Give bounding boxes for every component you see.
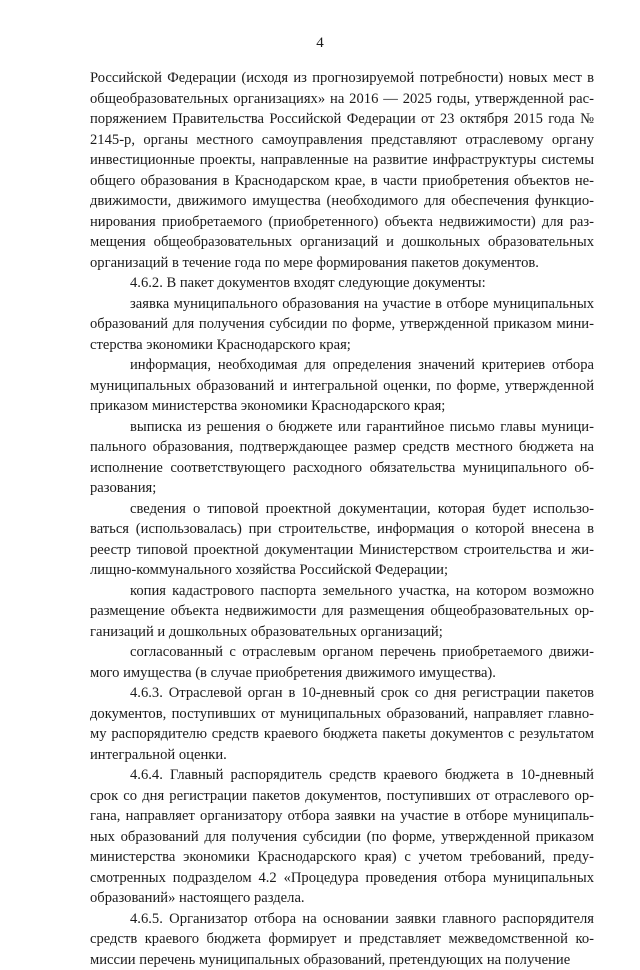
paragraph: 4.6.2. В пакет документов входят следующие документы:: [90, 273, 594, 294]
paragraph: заявка муниципального образования на участие в отборе муниципальных образований для получения субсидии по форме, утвержденной приказом министерства экономики Краснодарского края;: [90, 294, 594, 356]
paragraph: Российской Федерации (исходя из прогнозируемой потребности) новых мест в общеобразовательных организациях» на 2016 — 2025 годы, утвержденной распоряжением Правительства Российской Федерации от 23 октября 2015 года № 2145-р, органы местного самоуправления представляют отраслевому органу инвестиционные проекты, направленные на развитие инфраструктуры системы общего образования в Краснодарском крае, в части приобретения объектов недвижимости, движимого имущества (необходимого для обеспечения функционирования приобретаемого (приобретенного) объекта недвижимости) для размещения общеобразовательных организаций и дошкольных образовательных организаций в течение года по мере формирования пакетов документов.: [90, 68, 594, 273]
paragraph: информация, необходимая для определения значений критериев отбора муниципальных образований и интегральной оценки, по форме, утвержденной приказом министерства экономики Краснодарского края;: [90, 355, 594, 417]
paragraph: согласованный с отраслевым органом перечень приобретаемого движимого имущества (в случае приобретения движимого имущества).: [90, 642, 594, 683]
paragraph: копия кадастрового паспорта земельного участка, на котором возможно размещение объекта недвижимости для размещения общеобразовательных организаций и дошкольных образовательных организаций;: [90, 581, 594, 643]
paragraph: 4.6.4. Главный распорядитель средств краевого бюджета в 10-дневный срок со дня регистрации пакетов документов, поступивших от отраслевого органа, направляет организатору отбора заявки на участие в отборе муниципальных образований для получения субсидии (по форме, утвержденной приказом министерства экономики Краснодарского края) с учетом требований, предусмотренных подразделом 4.2 «Процедура проведения отбора муниципальных образований» настоящего раздела.: [90, 765, 594, 909]
paragraph: 4.6.5. Организатор отбора на основании заявки главного распорядителя средств краевого бюджета формирует и представляет межведомственной комиссии перечень муниципальных образований, претендующих на получение: [90, 909, 594, 970]
paragraph: 4.6.3. Отраслевой орган в 10-дневный срок со дня регистрации пакетов документов, поступивших от муниципальных образований, направляет главному распорядителю средств краевого бюджета пакеты документов с результатом интегральной оценки.: [90, 683, 594, 765]
paragraph: выписка из решения о бюджете или гарантийное письмо главы муниципального образования, подтверждающее размер средств местного бюджета на исполнение соответствующего расходного обязательства муниципального образования;: [90, 417, 594, 499]
page-number: 4: [0, 34, 640, 52]
paragraph: сведения о типовой проектной документации, которая будет использоваться (использовалась) при строительстве, информация о которой внесена в реестр типовой проектной документации Министерством строительства и жилищно-коммунального хозяйства Российской Федерации;: [90, 499, 594, 581]
document-body: [90, 68, 594, 970]
